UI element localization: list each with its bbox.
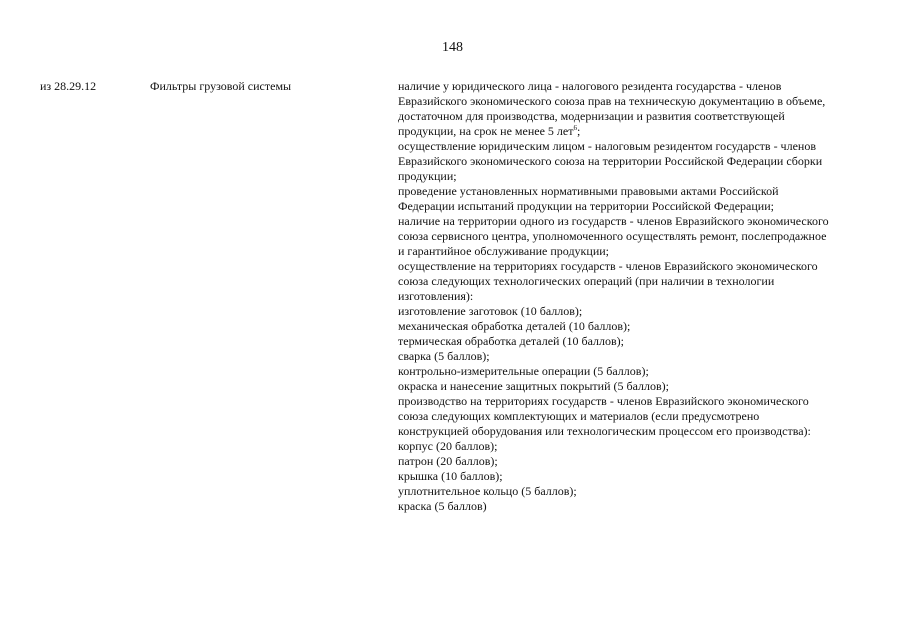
requirement-line: изготовление заготовок (10 баллов); bbox=[398, 304, 583, 318]
requirement-line: производство на территориях государств - членов Евразийского экономического bbox=[398, 394, 809, 408]
requirement-line: окраска и нанесение защитных покрытий (5 баллов); bbox=[398, 379, 670, 393]
requirement-line: сварка (5 баллов); bbox=[398, 349, 490, 363]
requirement-line: конструкцией оборудования или технологическим процессом его производства): bbox=[398, 424, 811, 438]
requirement-line: Евразийского экономического союза прав на техническую документацию в объеме, bbox=[398, 94, 826, 108]
product-name: Фильтры грузовой системы bbox=[150, 79, 292, 93]
requirement-line: контрольно-измерительные операции (5 баллов); bbox=[398, 364, 649, 378]
requirement-line-text: продукции, на срок не менее 5 лет bbox=[398, 124, 574, 138]
requirement-line: крышка (10 баллов); bbox=[398, 469, 503, 483]
requirement-line: механическая обработка деталей (10 баллов); bbox=[398, 319, 631, 333]
requirement-line: проведение установленных нормативными правовыми актами Российской bbox=[398, 184, 779, 198]
requirement-line-with-footnote bbox=[398, 124, 878, 139]
requirement-line: союза следующих технологических операций (при наличии в технологии bbox=[398, 274, 775, 288]
requirement-line: наличие на территории одного из государств - членов Евразийского экономического bbox=[398, 214, 829, 228]
requirement-line: достаточном для производства, модернизации и развития соответствующей bbox=[398, 109, 785, 123]
requirement-line: союза сервисного центра, уполномоченного осуществлять ремонт, послепродажное bbox=[398, 229, 827, 243]
requirement-line: осуществление на территориях государств - членов Евразийского экономического bbox=[398, 259, 818, 273]
requirement-line: изготовления): bbox=[398, 289, 474, 303]
footnote-mark: 6 bbox=[573, 124, 577, 132]
requirement-line: корпус (20 баллов); bbox=[398, 439, 498, 453]
requirement-line: термическая обработка деталей (10 баллов); bbox=[398, 334, 624, 348]
requirement-line: патрон (20 баллов); bbox=[398, 454, 498, 468]
requirement-line: осуществление юридическим лицом - налоговым резидентом государств - членов bbox=[398, 139, 816, 153]
requirement-line: и гарантийное обслуживание продукции; bbox=[398, 244, 609, 258]
requirement-line: уплотнительное кольцо (5 баллов); bbox=[398, 484, 577, 498]
page-number: 148 bbox=[442, 40, 463, 55]
product-code: из 28.29.12 bbox=[40, 79, 97, 93]
requirements-text bbox=[398, 79, 878, 514]
requirement-line: Федерации испытаний продукции на территории Российской Федерации; bbox=[398, 199, 774, 213]
requirement-line: наличие у юридического лица - налогового резидента государства - членов bbox=[398, 79, 782, 93]
requirement-line: продукции; bbox=[398, 169, 457, 183]
requirement-line: краска (5 баллов) bbox=[398, 499, 487, 513]
requirement-line: Евразийского экономического союза на территории Российской Федерации сборки bbox=[398, 154, 823, 168]
footnote-suffix: ; bbox=[576, 124, 581, 138]
requirement-line: союза следующих комплектующих и материалов (если предусмотрено bbox=[398, 409, 760, 423]
